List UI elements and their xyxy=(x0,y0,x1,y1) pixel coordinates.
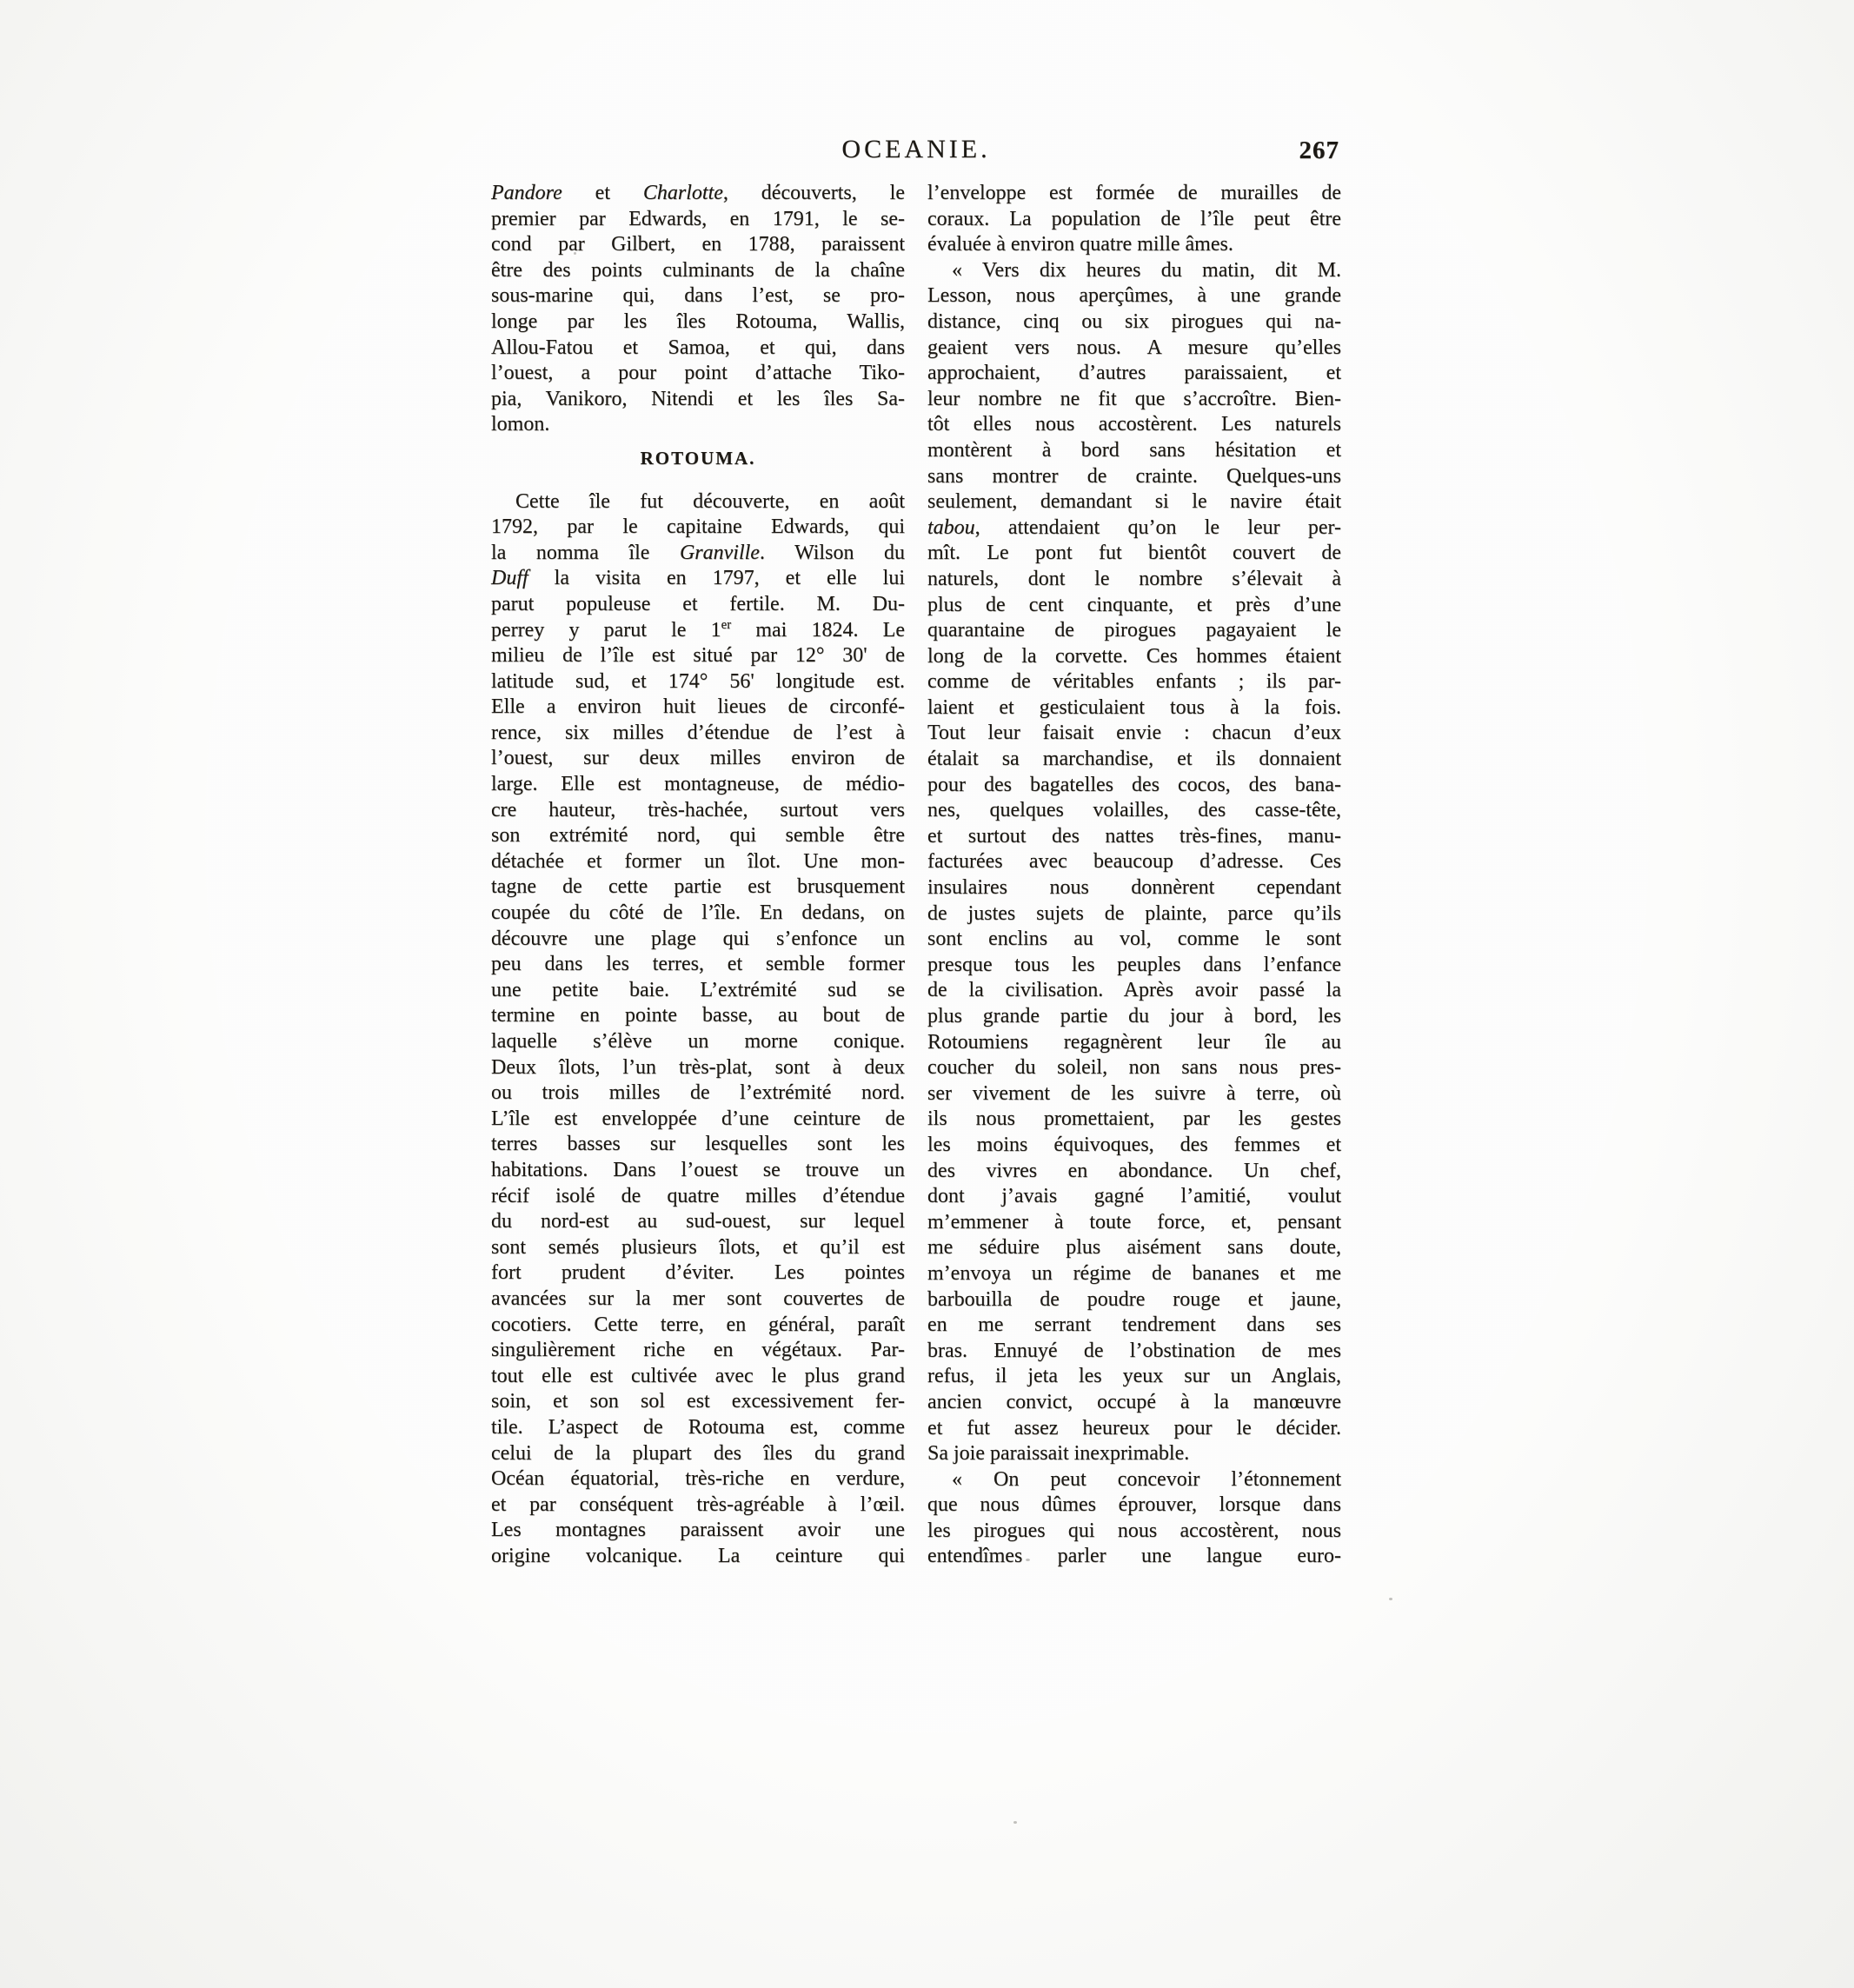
text-line: cocotiers. Cette terre, en général, paraît xyxy=(491,1313,905,1336)
text-line: « Vers dix heures du matin, dit M. xyxy=(952,258,1341,282)
text-line: rence, six milles d’étendue de l’est à xyxy=(491,721,905,744)
text-line: tôt elles nous accostèrent. Les naturels xyxy=(927,413,1341,436)
text-line: me séduire plus aisément sans doute, xyxy=(927,1236,1341,1260)
text-line: que nous dûmes éprouver, lorsque dans xyxy=(927,1493,1341,1517)
text-line: entendîmes parler une langue euro- xyxy=(927,1545,1341,1568)
text-line: leur nombre ne fit que s’accroître. Bien- xyxy=(927,387,1341,410)
text-line: Elle a environ huit lieues de circonfé- xyxy=(491,695,905,719)
text-line: l’ouest, sur deux milles environ de xyxy=(491,747,905,770)
scan-speck xyxy=(574,252,576,255)
text-line: longe par les îles Rotouma, Wallis, xyxy=(491,309,905,333)
text-line: Deux îlots, l’un très-plat, sont à deux xyxy=(491,1055,905,1079)
text-line: termine en pointe basse, au bout de xyxy=(491,1004,905,1027)
text-line: tagne de cette partie est brusquement xyxy=(491,875,905,899)
text-line: quarantaine de pirogues pagayaient le xyxy=(927,619,1341,642)
text-line: dont j’avais gagné l’amitié, voulut xyxy=(927,1185,1341,1208)
text-line: 1792, par le capitaine Edwards, qui xyxy=(491,515,905,539)
text-line: Cette île fut découverte, en août xyxy=(515,489,905,513)
text-line: Sa joie paraissait inexprimable. xyxy=(927,1442,1190,1466)
text-line: origine volcanique. La ceinture qui xyxy=(491,1544,905,1567)
text-line: ancien convict, occupé à la manœuvre xyxy=(927,1390,1341,1413)
section-heading-rotouma: ROTOUMA. xyxy=(640,447,756,469)
text-line: lomon. xyxy=(491,413,550,436)
text-line: l’enveloppe est formée de murailles de xyxy=(927,182,1341,204)
text-line: Lesson, nous aperçûmes, à une grande xyxy=(927,284,1341,308)
text-line: soin, et son sol est excessivement fer- xyxy=(491,1390,905,1413)
text-line: premier par Edwards, en 1791, le se- xyxy=(491,207,905,230)
text-line: coraux. La population de l’île peut être xyxy=(927,207,1341,230)
text-line: des vivres en abondance. Un chef, xyxy=(927,1159,1341,1182)
text-line: bras. Ennuyé de l’obstination de mes xyxy=(927,1339,1341,1362)
text-line: coupée du côté de l’île. En dedans, on xyxy=(491,901,905,925)
text-line: Rotoumiens regagnèrent leur île au xyxy=(927,1030,1341,1054)
text-line: découvre une plage qui s’enfonce un xyxy=(491,927,905,950)
two-column-text xyxy=(491,181,1341,1570)
text-line: et surtout des nattes très-fines, manu- xyxy=(927,824,1341,848)
right-column xyxy=(927,181,1341,1570)
text-line: large. Elle est montagneuse, de médio- xyxy=(491,773,905,796)
text-line: L’île est enveloppée d’une ceinture de xyxy=(491,1107,905,1130)
text-block xyxy=(491,136,1341,1570)
text-line: « On peut concevoir l’étonnement xyxy=(952,1467,1341,1491)
text-line: distance, cinq ou six pirogues qui na- xyxy=(927,309,1341,333)
text-line: parut populeuse et fertile. M. Du- xyxy=(491,592,905,615)
text-line: et par conséquent très-agréable à l’œil. xyxy=(491,1493,905,1516)
paragraph-coral-population xyxy=(927,181,1341,258)
text-line: m’emmener à toute force, et, pensant xyxy=(927,1210,1341,1233)
text-line: sous-marine qui, dans l’est, se pro- xyxy=(491,284,905,308)
text-line: et fut assez heureux pour le décider. xyxy=(927,1416,1341,1439)
scan-speck xyxy=(1026,1559,1030,1561)
text-line: plus grande partie du jour à bord, les xyxy=(927,1005,1341,1027)
text-line: naturels, dont le nombre s’élevait à xyxy=(927,567,1341,590)
left-column xyxy=(491,181,905,1569)
text-line: de justes sujets de plainte, parce qu’ils xyxy=(927,901,1341,925)
text-line: montèrent à bord sans hésitation et xyxy=(927,438,1341,462)
text-line: peu dans les terres, et semble former xyxy=(491,953,905,976)
text-line: l’ouest, a pour point d’attache Tiko- xyxy=(491,362,905,385)
text-line: cre hauteur, très-hachée, surtout vers xyxy=(491,798,905,821)
paragraph-lesson-quote xyxy=(927,258,1341,1467)
text-line: refus, il jeta les yeux sur un Anglais, xyxy=(927,1365,1341,1388)
text-line: ser vivement de les suivre à terre, où xyxy=(927,1081,1341,1105)
page-number: 267 xyxy=(1299,136,1339,164)
paragraph-astonishment xyxy=(927,1467,1341,1570)
text-line: cond par Gilbert, en 1788, paraissent xyxy=(491,233,905,256)
scan-speck xyxy=(1013,1821,1017,1824)
text-line: Les montagnes paraissent avoir une xyxy=(491,1519,905,1542)
text-line: m’envoya un régime de bananes et me xyxy=(927,1261,1341,1285)
text-line: terres basses sur lesquelles sont les xyxy=(491,1133,905,1156)
text-line: nes, quelques volailles, des casse-tête, xyxy=(927,799,1341,822)
text-line: tout elle est cultivée avec le plus grand xyxy=(491,1364,905,1387)
text-line: ils nous promettaient, par les gestes xyxy=(927,1107,1341,1131)
text-line: celui de la plupart des îles du grand xyxy=(491,1441,905,1465)
text-line: tabou, attendaient qu’on le leur per- xyxy=(927,515,1341,539)
running-title: OCEANIE. xyxy=(841,135,991,163)
text-line: Pandore et Charlotte, découverts, le xyxy=(491,182,905,204)
text-line: pour des bagatelles des cocos, des bana- xyxy=(927,773,1341,796)
text-line: sans montrer de crainte. Quelques-uns xyxy=(927,464,1341,488)
text-line: sont semés plusieurs îlots, et qu’il est xyxy=(491,1235,905,1259)
text-line: avancées sur la mer sont couvertes de xyxy=(491,1287,905,1310)
text-line: long de la corvette. Ces hommes étaient xyxy=(927,644,1341,668)
text-line: mît. Le pont fut bientôt couvert de xyxy=(927,542,1341,565)
text-line: être des points culminants de la chaîne xyxy=(491,258,905,282)
text-line: fort prudent d’éviter. Les pointes xyxy=(491,1261,905,1285)
text-line: laquelle s’élève un morne conique. xyxy=(491,1030,905,1053)
text-line: geaient vers nous. A mesure qu’elles xyxy=(927,336,1341,359)
text-line: la nomma île Granville. Wilson du xyxy=(491,541,905,564)
text-line: une petite baie. L’extrémité sud se xyxy=(491,978,905,1001)
text-line: Duff la visita en 1797, et elle lui xyxy=(491,567,905,590)
text-line: évaluée à environ quatre mille âmes. xyxy=(927,233,1233,256)
text-line: facturées avec beaucoup d’adresse. Ces xyxy=(927,850,1341,874)
text-line: approchaient, d’autres paraissaient, et xyxy=(927,362,1341,385)
text-line: singulièrement riche en végétaux. Par- xyxy=(491,1339,905,1362)
text-line: perrey y parut le 1er mai 1824. Le xyxy=(491,617,905,642)
text-line: presque tous les peuples dans l’enfance xyxy=(927,953,1341,976)
text-line: barbouilla de poudre rouge et jaune, xyxy=(927,1287,1341,1311)
text-line: habitations. Dans l’ouest se trouve un xyxy=(491,1158,905,1181)
text-line: en me serrant tendrement dans ses xyxy=(927,1313,1341,1337)
text-line: ou trois milles de l’extrémité nord. xyxy=(491,1081,905,1105)
text-line: les moins équivoques, des femmes et xyxy=(927,1133,1341,1156)
text-line: les pirogues qui nous accostèrent, nous xyxy=(927,1519,1341,1542)
text-line: sont enclins au vol, comme le sont xyxy=(927,928,1341,951)
paragraph-pandore-charlotte xyxy=(491,181,905,438)
text-line: son extrémité nord, qui semble être xyxy=(491,824,905,848)
text-line: détachée et former un îlot. Une mon- xyxy=(491,849,905,873)
text-line: seulement, demandant si le navire était xyxy=(927,490,1341,514)
text-line: coucher du soleil, non sans nous pres- xyxy=(927,1056,1341,1080)
text-line: tile. L’aspect de Rotouma est, comme xyxy=(491,1415,905,1439)
text-line: latitude sud, et 174° 56' longitude est. xyxy=(491,669,905,693)
text-line: de la civilisation. Après avoir passé la xyxy=(927,979,1341,1002)
text-line: milieu de l’île est situé par 12° 30' de xyxy=(491,644,905,668)
text-line: Tout leur faisait envie : chacun d’eux xyxy=(927,721,1341,745)
text-line: laient et gesticulaient tous à la fois. xyxy=(927,695,1341,719)
text-line: pia, Vanikoro, Nitendi et les îles Sa- xyxy=(491,387,905,410)
text-line: récif isolé de quatre milles d’étendue xyxy=(491,1184,905,1207)
text-line: Allou-Fatou et Samoa, et qui, dans xyxy=(491,336,905,359)
text-line: Océan équatorial, très-riche en verdure, xyxy=(491,1467,905,1491)
text-line: étalait sa marchandise, et ils donnaient xyxy=(927,748,1341,771)
page-header xyxy=(491,136,1341,181)
scan-speck xyxy=(1389,1598,1392,1600)
paragraph-rotouma-description xyxy=(491,489,905,1570)
text-line: insulaires nous donnèrent cependant xyxy=(927,876,1341,900)
text-line: comme de véritables enfants ; ils par- xyxy=(927,670,1341,694)
text-line: du nord-est au sud-ouest, sur lequel xyxy=(491,1210,905,1233)
text-line: plus de cent cinquante, et près d’une xyxy=(927,593,1341,616)
